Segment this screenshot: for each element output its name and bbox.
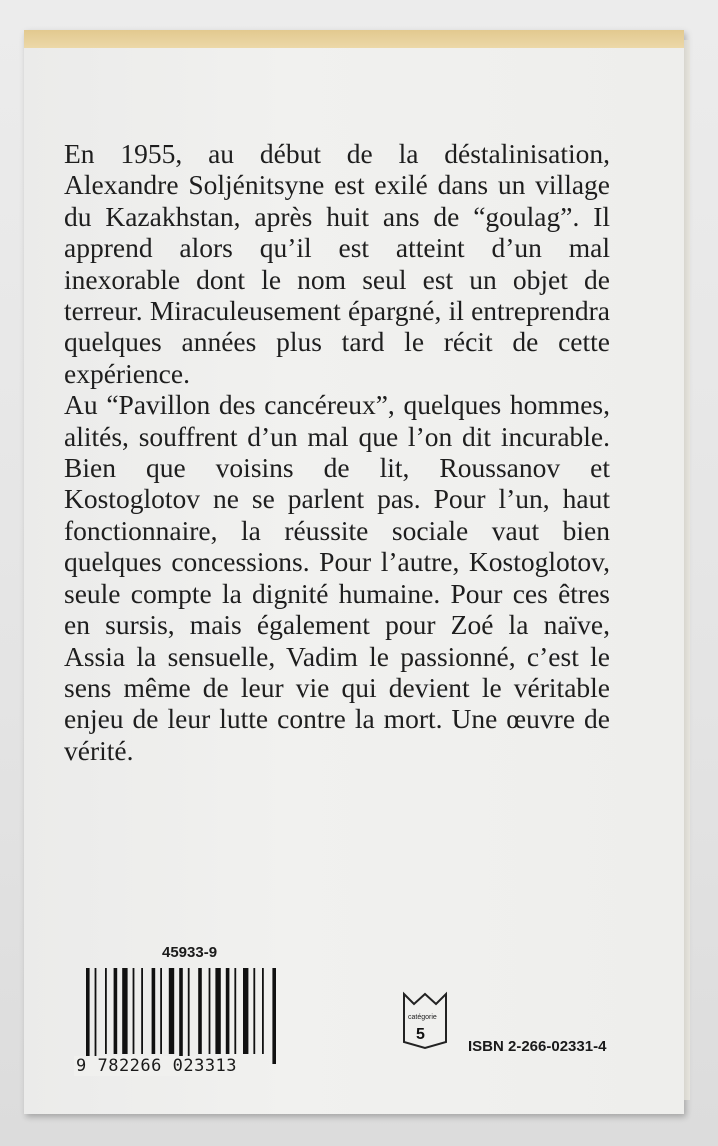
barcode-icon [86, 968, 296, 1068]
barcode-block [72, 940, 302, 1090]
page-edge-right [684, 40, 690, 1100]
category-label: catégorie [408, 1014, 437, 1021]
back-cover-blurb [64, 138, 610, 766]
isbn-number: ISBN 2-266-02331-4 [468, 1038, 607, 1055]
page-edge-top [24, 30, 684, 48]
blurb-paragraph-2: Au “Pavillon des cancéreux”, quelques hommes, alités, souffrent d’un mal que l’on dit incurable. Bien que voisins de lit, Roussanov et Kostoglotov ne se parlent pas. Pour l’un, haut fonctionnaire, la réussite sociale vaut bien quelques concessions. Pour l’autre, Kostoglotov, seule compte la dignité humaine. Pour ces êtres en sursis, mais également pour Zoé la naïve, Assia la sensuelle, Vadim le passionné, c’est le sens même de leur vie qui devient le véritable enjeu de leur lutte contre la mort. Une œuvre de vérité. [64, 389, 610, 766]
publisher-code: 45933-9 [162, 944, 218, 961]
barcode-digits: 9 782266 023313 [76, 1056, 238, 1076]
blurb-paragraph-1: En 1955, au début de la déstalinisation, Alexandre Soljénitsyne est exilé dans un village du Kazakhstan, après huit ans de “goulag”. Il apprend alors qu’il est atteint d’un mal inexorable dont le nom seul est un objet de terreur. Miraculeusement épargné, il entreprendra quelques années plus tard le récit de cette expérience. [64, 138, 610, 389]
category-number: 5 [416, 1026, 425, 1043]
